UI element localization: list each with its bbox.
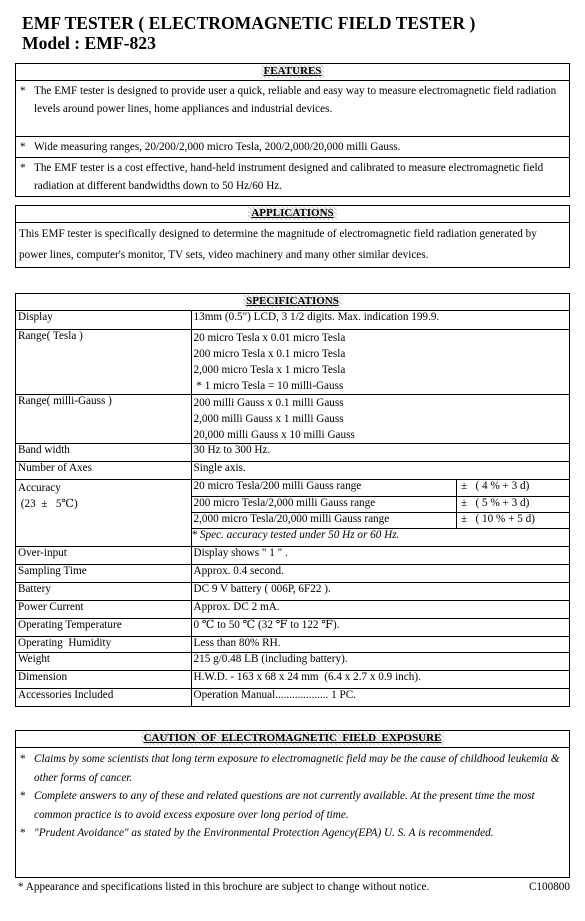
bullet-star: *: [20, 827, 26, 839]
spec-value: Display shows " 1 " .: [191, 546, 569, 564]
document-code: C100800: [528, 881, 570, 893]
spec-label: Battery: [16, 582, 191, 600]
spec-row-op-temp: [16, 618, 569, 636]
spec-label: Range( milli-Gauss ): [16, 394, 191, 443]
accuracy-range: 20 micro Tesla/200 milli Gauss range: [193, 479, 362, 492]
spec-label: Display: [16, 311, 191, 329]
spec-row-sampling: [16, 564, 569, 582]
specifications-title: SPECIFICATIONS: [243, 295, 342, 308]
range-line: 200 micro Tesla x 0.1 micro Tesla: [193, 347, 346, 360]
spec-label: Band width: [16, 443, 191, 461]
spec-row-display: [16, 311, 569, 329]
accuracy-label: Accuracy: [18, 481, 61, 494]
caution-item: [16, 824, 569, 843]
accuracy-tolerance: ± ( 10 % + 5 d): [457, 513, 570, 529]
caution-header: [16, 731, 569, 748]
accuracy-note-row: [192, 529, 570, 546]
spec-value: Approx. DC 2 mA.: [191, 600, 569, 618]
range-line: 2,000 micro Tesla x 1 micro Tesla: [193, 363, 346, 376]
spec-label: Power Current: [16, 600, 191, 618]
spec-value: [191, 329, 569, 394]
accuracy-row: [192, 480, 570, 497]
range-line: 20 micro Tesla x 0.01 micro Tesla: [193, 331, 346, 344]
spec-row-battery: [16, 582, 569, 600]
spec-label: [16, 479, 191, 546]
caution-section: [15, 730, 570, 878]
applications-title: APPLICATIONS: [248, 207, 336, 220]
specifications-table: [16, 311, 569, 706]
caution-text: "Prudent Avoidance" as stated by the Environmental Protection Agency(EPA) U. S. A is recommended.: [34, 827, 494, 839]
spec-value: Approx. 0.4 second.: [191, 564, 569, 582]
feature-text: The EMF tester is designed to provide user a quick, reliable and easy way to measure electromagnetic field radiation levels around power lines, home appliances and industrial devices.: [34, 85, 557, 115]
range-line: 2,000 milli Gauss x 1 milli Gauss: [193, 412, 344, 425]
spec-row-power: [16, 600, 569, 618]
spec-row-axes: [16, 461, 569, 479]
feature-item: [16, 137, 569, 158]
accuracy-range: 200 micro Tesla/2,000 milli Gauss range: [192, 497, 457, 513]
bullet-star: *: [20, 85, 26, 97]
bullet-star: *: [20, 162, 26, 174]
document-title: EMF TESTER ( ELECTROMAGNETIC FIELD TESTER ): [22, 13, 476, 33]
accuracy-range: 2,000 micro Tesla/20,000 milli Gauss range: [192, 513, 457, 529]
spec-label: Number of Axes: [16, 461, 191, 479]
spec-row-op-humidity: [16, 636, 569, 652]
bullet-star: *: [20, 790, 26, 802]
spec-value: [191, 394, 569, 443]
applications-section: [15, 205, 570, 268]
features-title: FEATURES: [261, 65, 325, 78]
caution-item: [16, 787, 569, 824]
spec-row-weight: [16, 652, 569, 670]
specifications-header: [16, 294, 569, 311]
spec-row-accuracy: [16, 479, 569, 546]
accuracy-note: * Spec. accuracy tested under 50 Hz or 60 Hz.: [192, 529, 570, 546]
accuracy-table: [192, 480, 570, 546]
caution-title: CAUTION OF ELECTROMAGNETIC FIELD EXPOSURE: [141, 732, 445, 745]
features-header: [16, 64, 569, 81]
spec-value: H.W.D. - 163 x 68 x 24 mm (6.4 x 2.7 x 0.9 inch).: [191, 670, 569, 688]
spec-value: Single axis.: [191, 461, 569, 479]
spec-label: Over-input: [16, 546, 191, 564]
applications-text: This EMF tester is specifically designed to determine the magnitude of electromagnetic field radiation generated by power lines, computer's monitor, TV sets, video machinery and many other similar devices.: [19, 228, 537, 261]
spec-value: [191, 479, 569, 546]
bullet-star: *: [20, 753, 26, 765]
specifications-section: [15, 293, 570, 707]
caution-text: Complete answers to any of these and related questions are not currently available. At the present time the most common practice is to avoid excess exposure over long period of time.: [34, 790, 535, 821]
accuracy-row: [192, 513, 570, 529]
spec-row-accessories: [16, 688, 569, 706]
spec-label: Dimension: [16, 670, 191, 688]
spec-label: Accessories Included: [16, 688, 191, 706]
footer: [18, 880, 570, 894]
feature-text: The EMF tester is a cost effective, hand-held instrument designed and calibrated to measure electromagnetic field radiation at different bandwidths down to 50 Hz/60 Hz.: [34, 162, 544, 192]
spec-label: Operating Temperature: [16, 618, 191, 636]
spec-row-over-input: [16, 546, 569, 564]
spec-row-range-gauss: [16, 394, 569, 443]
spec-value: 13mm (0.5") LCD, 3 1/2 digits. Max. indication 199.9.: [191, 311, 569, 329]
spec-label: Operating Humidity: [16, 636, 191, 652]
feature-item: [16, 81, 569, 137]
spec-label: Weight: [16, 652, 191, 670]
footer-note: * Appearance and specifications listed in this brochure are subject to change without notice.: [18, 881, 430, 893]
spec-row-bandwidth: [16, 443, 569, 461]
spec-label: Sampling Time: [16, 564, 191, 582]
accuracy-condition: (23 ± 5℃): [18, 497, 78, 510]
feature-item: [16, 158, 569, 196]
range-line: 200 milli Gauss x 0.1 milli Gauss: [193, 396, 344, 409]
spec-value: Operation Manual................... 1 PC.: [191, 688, 569, 706]
range-note: * 1 micro Tesla = 10 milli-Gauss: [193, 379, 344, 392]
model-number: Model : EMF-823: [22, 33, 156, 53]
accuracy-row: [192, 497, 570, 513]
range-line: 20,000 milli Gauss x 10 milli Gauss: [193, 428, 355, 441]
feature-text: Wide measuring ranges, 20/200/2,000 micro Tesla, 200/2,000/20,000 milli Gauss.: [34, 141, 401, 153]
accuracy-tolerance: ± ( 5 % + 3 d): [457, 497, 570, 513]
caution-text: Claims by some scientists that long term exposure to electromagnetic field may be the cause of childhood leukemia & other forms of cancer.: [34, 753, 560, 784]
caution-item: [16, 750, 569, 787]
accuracy-tolerance: ± ( 4 % + 3 d): [457, 480, 570, 497]
applications-header: [16, 206, 569, 223]
spec-label: Range( Tesla ): [16, 329, 191, 394]
spec-value: Less than 80% RH.: [191, 636, 569, 652]
features-section: [15, 63, 570, 197]
spec-row-range-tesla: [16, 329, 569, 394]
spec-row-dimension: [16, 670, 569, 688]
spec-value: 215 g/0.48 LB (including battery).: [191, 652, 569, 670]
bullet-star: *: [20, 141, 26, 153]
spec-value: DC 9 V battery ( 006P, 6F22 ).: [191, 582, 569, 600]
spec-value: 0 ℃ to 50 ℃ (32 ℉ to 122 ℉).: [191, 618, 569, 636]
spec-value: 30 Hz to 300 Hz.: [191, 443, 569, 461]
